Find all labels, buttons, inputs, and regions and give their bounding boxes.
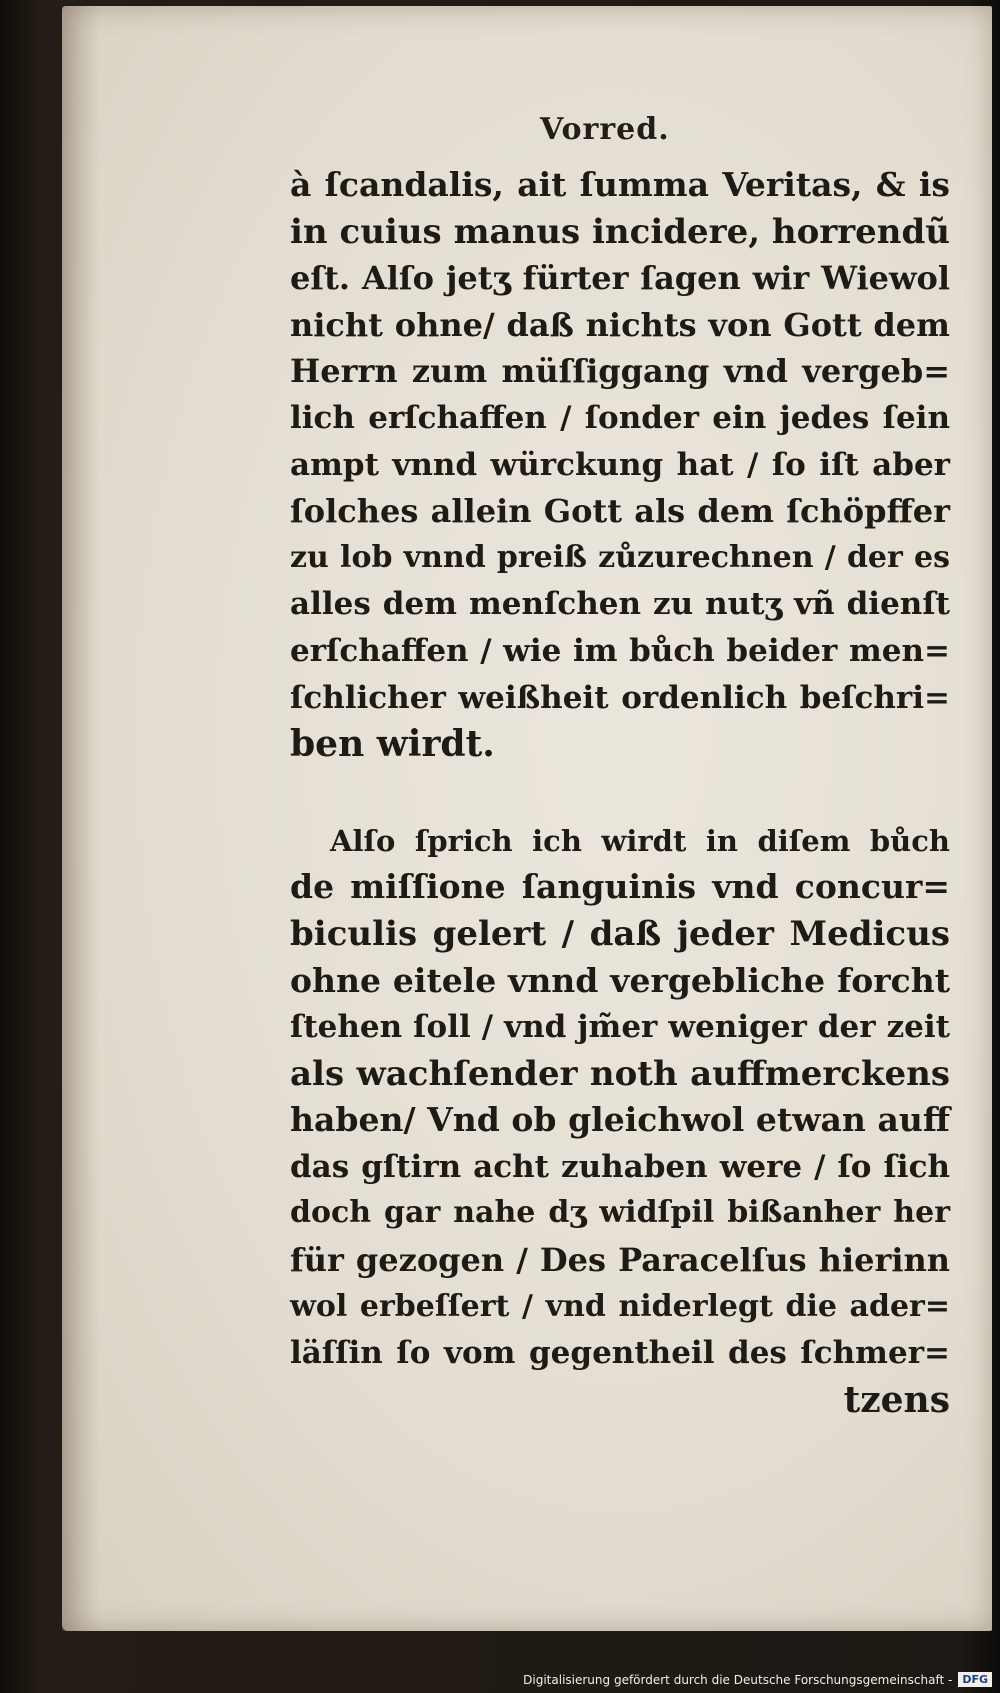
dfg-logo: DFG — [958, 1672, 992, 1687]
running-title: Vorred. — [540, 112, 670, 147]
text-line: biculis gelert / daß jeder Medicus — [290, 913, 950, 954]
text-line: ſchlicher weißheit ordenlich beſchri= — [290, 679, 950, 716]
text-line: zu lob vnnd preiß zůzurechnen / der es — [290, 539, 950, 575]
text-line: ſtehen ſoll / vnd jm̃er weniger der zeit — [290, 1009, 950, 1046]
paragraph-1 — [290, 162, 950, 768]
text-line: lich erſchaffen / ſonder ein jedes ſein — [290, 399, 950, 436]
text-line: ben wirdt. — [290, 723, 495, 766]
text-line: doch gar nahe dʒ widſpil bißanher her — [290, 1195, 950, 1231]
text-line: de miſſione ſanguinis vnd concur= — [290, 867, 950, 907]
catchword: tzens — [843, 1378, 950, 1421]
credit-text: Digitalisierung gefördert durch die Deutsche Forschungsgemeinschaft - — [523, 1672, 953, 1687]
text-line: als wachſender noth auffmerckens — [290, 1053, 950, 1094]
text-line: à ſcandalis, ait ſumma Veritas, & is — [290, 165, 950, 204]
text-line: ſolches allein Gott als dem ſchöpffer — [290, 492, 950, 531]
text-line: in cuius manus incidere, horrendũ — [290, 211, 950, 252]
text-line: Herrn zum müſſiggang vnd vergeb= — [290, 352, 950, 391]
text-line: alles dem menſchen zu nutʒ vñ dienſt — [290, 586, 950, 623]
text-line: läſſin ſo vom gegentheil des ſchmer= — [290, 1335, 950, 1372]
text-line: haben/ Vnd ob gleichwol etwan auff — [290, 1100, 950, 1140]
main-text — [290, 162, 950, 1423]
text-line: ohne eitele vnnd vergebliche forcht — [290, 960, 950, 1000]
text-line: ampt vnnd würckung hat / ſo iſt aber — [290, 446, 950, 483]
digitization-credit — [523, 1672, 992, 1687]
paragraph-2 — [290, 818, 950, 1424]
text-line: wol erbeſſert / vnd niderlegt die ader= — [290, 1288, 950, 1324]
text-line: eſt. Alſo jetʒ fürter ſagen wir Wiewol — [290, 259, 950, 298]
text-line: Alſo ſprich ich wirdt in diſem bůch — [330, 823, 950, 858]
text-line: erſchaffen / wie im bůch beider men= — [290, 632, 950, 669]
text-line: nicht ohne/ daß nichts von Gott dem — [290, 305, 950, 344]
paragraph-gap — [290, 768, 950, 818]
text-line: für gezogen / Des Paracelſus hierinn — [290, 1241, 950, 1280]
text-line: das gſtirn acht zuhaben were / ſo ſich — [290, 1148, 950, 1185]
